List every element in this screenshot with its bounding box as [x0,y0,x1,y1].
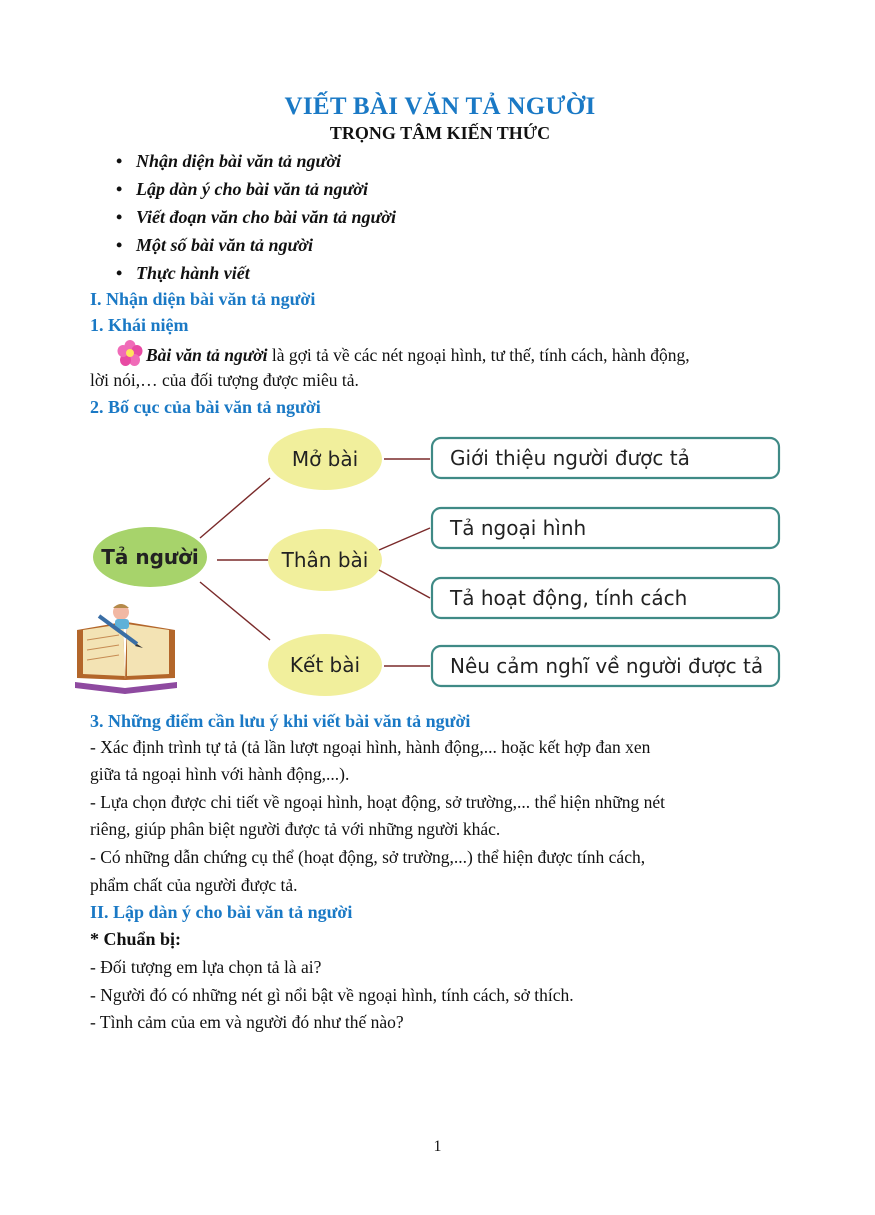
definition-line-2: lời nói,… của đối tượng được miêu tả. [90,370,359,390]
list-item: • Nhận diện bài văn tả người [110,147,396,175]
page-subtitle: TRỌNG TÂM KIẾN THỨC [329,123,551,143]
flower-icon [114,340,146,366]
definition-line-1 [90,340,810,369]
note-line: giữa tả ngoại hình với hành động,...). [90,764,350,784]
prep-line: - Người đó có những nét gì nổi bật về ngoại hình, tính cách, sở thích. [90,985,574,1005]
definition-term: Bài văn tả người [146,345,268,365]
bullet-icon: • [116,207,123,227]
list-item: • Thực hành viết [110,259,396,287]
connector-line [379,528,430,550]
structure-diagram [70,420,800,700]
list-item: • Lập dàn ý cho bài văn tả người [110,175,396,203]
section-heading-2: II. Lập dàn ý cho bài văn tả người [90,902,353,922]
list-item: • Một số bài văn tả người [110,231,396,259]
bullet-icon: • [116,151,123,171]
list-item: • Viết đoạn văn cho bài văn tả người [110,203,396,231]
part-label: Mở bài [291,447,359,471]
subsection-heading-concept: 1. Khái niệm [90,315,189,335]
note-line: - Xác định trình tự tả (tả lần lượt ngoại hình, hành động,... hoặc kết hợp đan xen [90,737,651,757]
prep-heading: * Chuẩn bị: [90,929,182,949]
key-topics-list [110,147,396,287]
detail-label: Tả ngoại hình [450,516,587,540]
part-label: Thân bài [281,548,369,572]
detail-label: Tả hoạt động, tính cách [450,586,688,610]
page-title: VIẾT BÀI VĂN TẢ NGƯỜI [284,93,596,120]
detail-label: Nêu cảm nghĩ về người được tả [450,654,764,678]
note-line: - Có những dẫn chứng cụ thể (hoạt động, sở trường,...) thể hiện được tính cách, [90,847,646,867]
bullet-icon: • [116,263,123,283]
part-label: Kết bài [289,653,361,677]
connector-line [200,582,270,640]
bullet-icon: • [116,179,123,199]
definition-text: là gợi tả về các nét ngoại hình, tư thế, tính cách, hành động, [267,345,690,365]
subsection-heading-structure: 2. Bố cục của bài văn tả người [90,397,321,417]
section-heading-1: I. Nhận diện bài văn tả người [90,289,316,309]
prep-line: - Đối tượng em lựa chọn tả là ai? [90,957,322,977]
connector-line [379,570,430,598]
prep-line: - Tình cảm của em và người đó như thế nào? [90,1012,404,1032]
note-line: riêng, giúp phân biệt người được tả với những người khác. [90,819,501,839]
connector-line [200,478,270,538]
subsection-heading-notes: 3. Những điểm cần lưu ý khi viết bài văn tả người [90,711,471,731]
page-number: 1 [433,1138,442,1155]
bullet-icon: • [116,235,123,255]
book-illustration-icon [75,604,177,694]
note-line: - Lựa chọn được chi tiết về ngoại hình, hoạt động, sở trường,... thể hiện những nét [90,792,666,812]
detail-label: Giới thiệu người được tả [450,446,690,470]
root-label: Tả người [101,545,199,569]
note-line: phẩm chất của người được tả. [90,875,298,895]
